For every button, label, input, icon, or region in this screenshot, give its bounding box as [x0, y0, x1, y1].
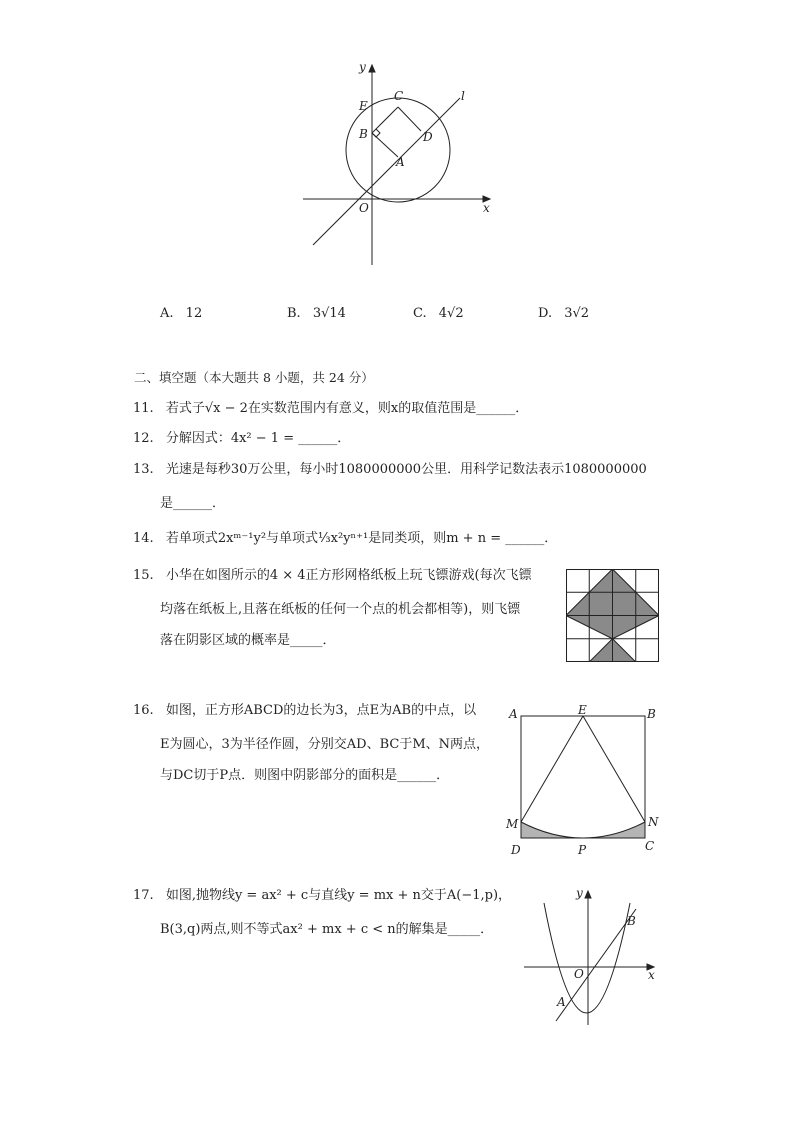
question-15-line3: 落在阴影区域的概率是_____． [160, 633, 336, 648]
question-16-line2: E为圆心，3为半径作圆，分别交AD、BC于M、N两点， [160, 737, 489, 752]
label-a: A [557, 995, 566, 1009]
y-arrow [369, 65, 375, 72]
label-c: C [394, 89, 404, 103]
straight-line [556, 909, 636, 1021]
question-16: 16. 如图，正方形ABCD的边长为3，点E为AB的中点，以 [133, 703, 477, 718]
segment-en [583, 716, 645, 822]
label-c: C [645, 839, 655, 853]
question-16-line3: 与DC切于P点．则图中阴影部分的面积是______． [160, 768, 450, 783]
label-e: E [578, 703, 587, 717]
grid-lines [566, 569, 659, 662]
square-abcd [521, 716, 645, 838]
square-sector-figure [505, 702, 665, 860]
label-o: O [574, 967, 584, 981]
label-b: B [359, 127, 368, 141]
section-title: 二、填空题（本大题共 8 小题，共 24 分） [134, 370, 374, 385]
label-a: A [396, 155, 405, 169]
label-e: E [359, 99, 368, 113]
question-14: 14. 若单项式2xᵐ⁻¹y²与单项式⅓x²yⁿ⁺¹是同类项，则m + n = ______． [133, 531, 558, 546]
option-c: C. 4√2 [413, 306, 464, 321]
label-p: P [578, 843, 587, 857]
label-y: y [576, 886, 583, 900]
question-15-line2: 均落在纸板上,且落在纸板的任何一个点的机会都相等)，则飞镖 [160, 602, 521, 617]
label-a: A [509, 707, 518, 721]
label-x: x [483, 201, 490, 215]
label-d: D [511, 843, 521, 857]
question-15: 15. 小华在如图所示的4 × 4正方形网格纸板上玩飞镖游戏(每次飞镖 [133, 568, 532, 583]
circle [346, 98, 450, 202]
option-a: A. 12 [160, 306, 203, 321]
label-b: B [627, 914, 636, 928]
segment-em [521, 716, 583, 822]
label-y: y [359, 60, 366, 74]
label-l: l [461, 89, 465, 103]
right-angle-mark [372, 129, 380, 137]
option-d: D. 3√2 [538, 306, 590, 321]
question-12: 12. 分解因式：4x² − 1 = ______． [133, 431, 351, 446]
circle-line-figure [295, 55, 500, 270]
option-b: B. 3√14 [287, 306, 346, 321]
y-arrow [585, 891, 591, 898]
question-13-line2: 是______． [160, 496, 226, 511]
question-11: 11. 若式子√x − 2在实数范围内有意义，则x的取值范围是______． [133, 401, 529, 416]
question-17-line2: B(3,q)两点,则不等式ax² + mx + c < n的解集是_____． [160, 922, 494, 937]
label-o: O [359, 201, 369, 215]
label-x: x [648, 968, 655, 982]
segment-cd [398, 107, 421, 131]
label-b: B [647, 707, 656, 721]
label-d: D [423, 130, 433, 144]
line-l [313, 98, 460, 245]
parabola-line-figure [520, 883, 660, 1028]
dartboard-grid-figure [566, 569, 659, 662]
question-13: 13. 光速是每秒30万公里，每小时1080000000公里．用科学记数法表示1080000000 [133, 462, 647, 477]
label-n: N [648, 815, 659, 829]
label-m: M [506, 817, 519, 831]
question-17: 17. 如图,抛物线y = ax² + c与直线y = mx + n交于A(−1,p)， [133, 888, 512, 903]
